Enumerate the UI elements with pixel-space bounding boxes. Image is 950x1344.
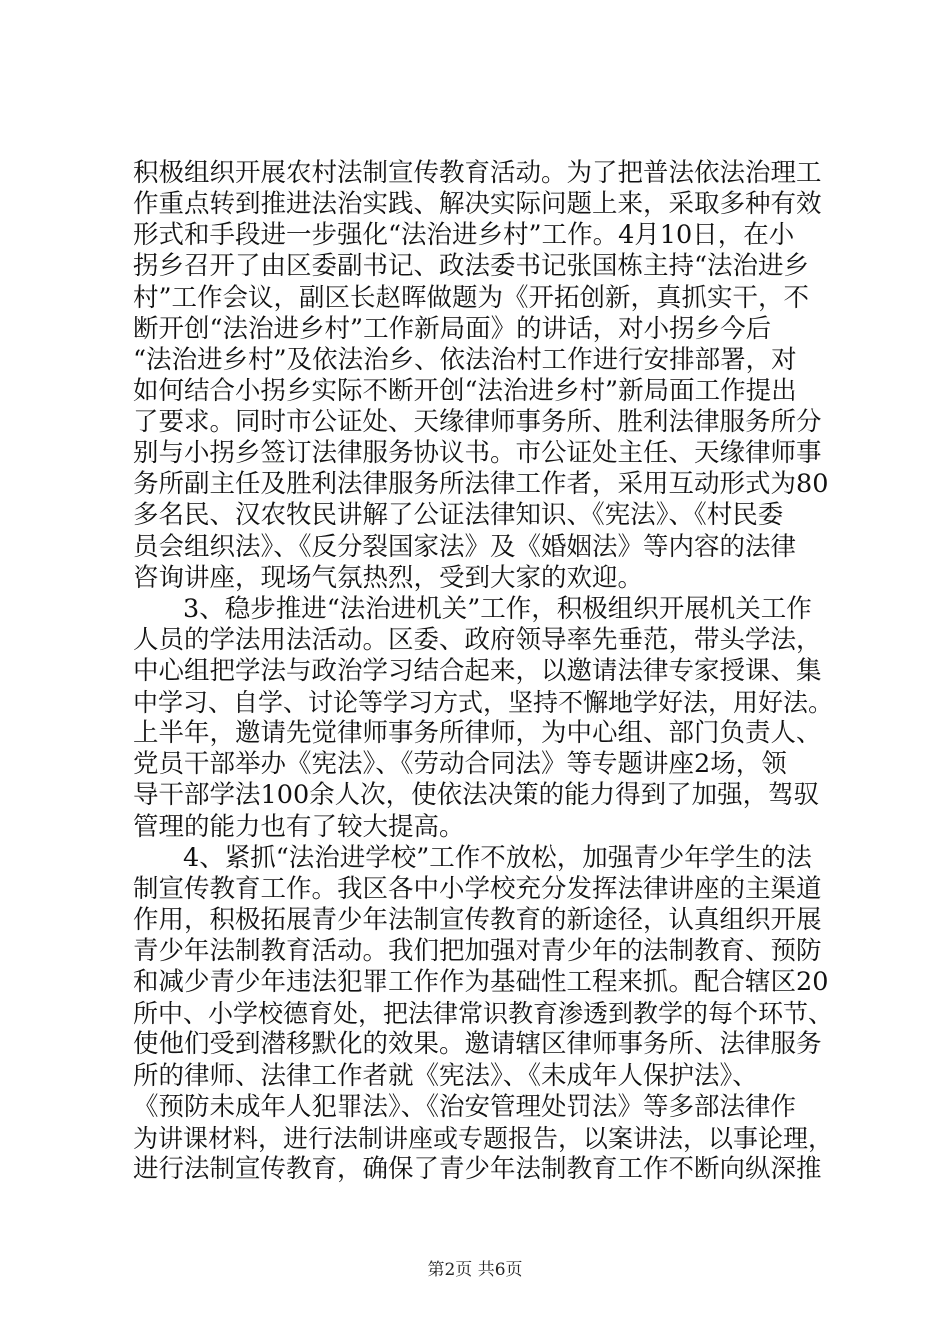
paragraph-line: 中学习、自学、讨论等学习方式，坚持不懈地学好法，用好法。 bbox=[133, 688, 833, 718]
page-number-footer: 第2页 共6页 bbox=[427, 1260, 523, 1280]
paragraph-line: 进行法制宣传教育，确保了青少年法制教育工作不断向纵深推 bbox=[133, 1153, 822, 1184]
paragraph-line-indented: 4、紧抓“法治进学校”工作不放松，加强青少年学生的法 bbox=[183, 842, 812, 873]
paragraph-line: 如何结合小拐乡实际不断开创“法治进乡村”新局面工作提出 bbox=[133, 375, 797, 406]
paragraph-line: 党员干部举办《宪法》、《劳动合同法》等专题讲座2场，领 bbox=[133, 749, 787, 780]
paragraph-line: 上半年，邀请先觉律师事务所律师，为中心组、部门负责人、 bbox=[133, 718, 822, 749]
paragraph-line-indented: 3、稳步推进“法治进机关”工作，积极组织开展机关工作 bbox=[183, 593, 812, 624]
paragraph-line: “法治进乡村”及依法治乡、依法治村工作进行安排部署，对 bbox=[133, 344, 797, 375]
paragraph-line: 为讲课材料，进行法制讲座或专题报告，以案讲法，以事论理， bbox=[133, 1123, 833, 1153]
paragraph-line: 村”工作会议，副区长赵晖做题为《开拓创新，真抓实干，不 bbox=[133, 282, 810, 313]
paragraph-line: 人员的学法用法活动。区委、政府领导率先垂范，带头学法， bbox=[133, 624, 822, 655]
paragraph-line: 所的律师、法律工作者就《宪法》、《未成年人保护法》、 bbox=[133, 1060, 758, 1091]
paragraph-line: 导干部学法100余人次，使依法决策的能力得到了加强，驾驭 bbox=[133, 780, 820, 811]
paragraph-line: 青少年法制教育活动。我们把加强对青少年的法制教育、预防 bbox=[133, 936, 822, 966]
paragraph-line: 员会组织法》、《反分裂国家法》及《婚姻法》等内容的法律 bbox=[133, 531, 797, 562]
paragraph-line: 中心组把学法与政治学习结合起来，以邀请法律专家授课、集 bbox=[133, 655, 822, 686]
paragraph-line: 别与小拐乡签订法律服务协议书。市公证处主任、天缘律师事 bbox=[133, 438, 822, 469]
paragraph-line: 咨询讲座，现场气氛热烈，受到大家的欢迎。 bbox=[133, 562, 644, 593]
paragraph-line: 了要求。同时市公证处、天缘律师事务所、胜利法律服务所分 bbox=[133, 407, 822, 437]
paragraph-line: 《预防未成年人犯罪法》、《治安管理处罚法》等多部法律作 bbox=[133, 1091, 797, 1122]
paragraph-line: 使他们受到潜移默化的效果。邀请辖区律师事务所、法律服务 bbox=[133, 1029, 822, 1060]
paragraph-line: 多名民、汉农牧民讲解了公证法律知识、《宪法》、《村民委 bbox=[133, 500, 784, 531]
paragraph-line: 断开创“法治进乡村”工作新局面》的讲话，对小拐乡今后 bbox=[133, 313, 772, 344]
paragraph-line: 积极组织开展农村法制宣传教育活动。为了把普法依法治理工 bbox=[133, 158, 822, 188]
paragraph-line: 制宣传教育工作。我区各中小学校充分发挥法律讲座的主渠道 bbox=[133, 873, 822, 904]
paragraph-line: 作重点转到推进法治实践、解决实际问题上来，采取多种有效 bbox=[133, 189, 822, 220]
paragraph-line: 务所副主任及胜利法律服务所法律工作者，采用互动形式为80 bbox=[133, 469, 829, 500]
paragraph-line: 作用，积极拓展青少年法制宣传教育的新途径，认真组织开展 bbox=[133, 904, 822, 935]
paragraph-line: 管理的能力也有了较大提高。 bbox=[133, 811, 465, 842]
paragraph-line: 拐乡召开了由区委副书记、政法委书记张国栋主持“法治进乡 bbox=[133, 251, 810, 282]
paragraph-line: 和减少青少年违法犯罪工作作为基础性工程来抓。配合辖区20 bbox=[133, 967, 829, 998]
paragraph-line: 所中、小学校德育处，把法律常识教育渗透到教学的每个环节、 bbox=[133, 999, 833, 1029]
paragraph-line: 形式和手段进一步强化“法治进乡村”工作。4月10日，在小 bbox=[133, 220, 795, 251]
